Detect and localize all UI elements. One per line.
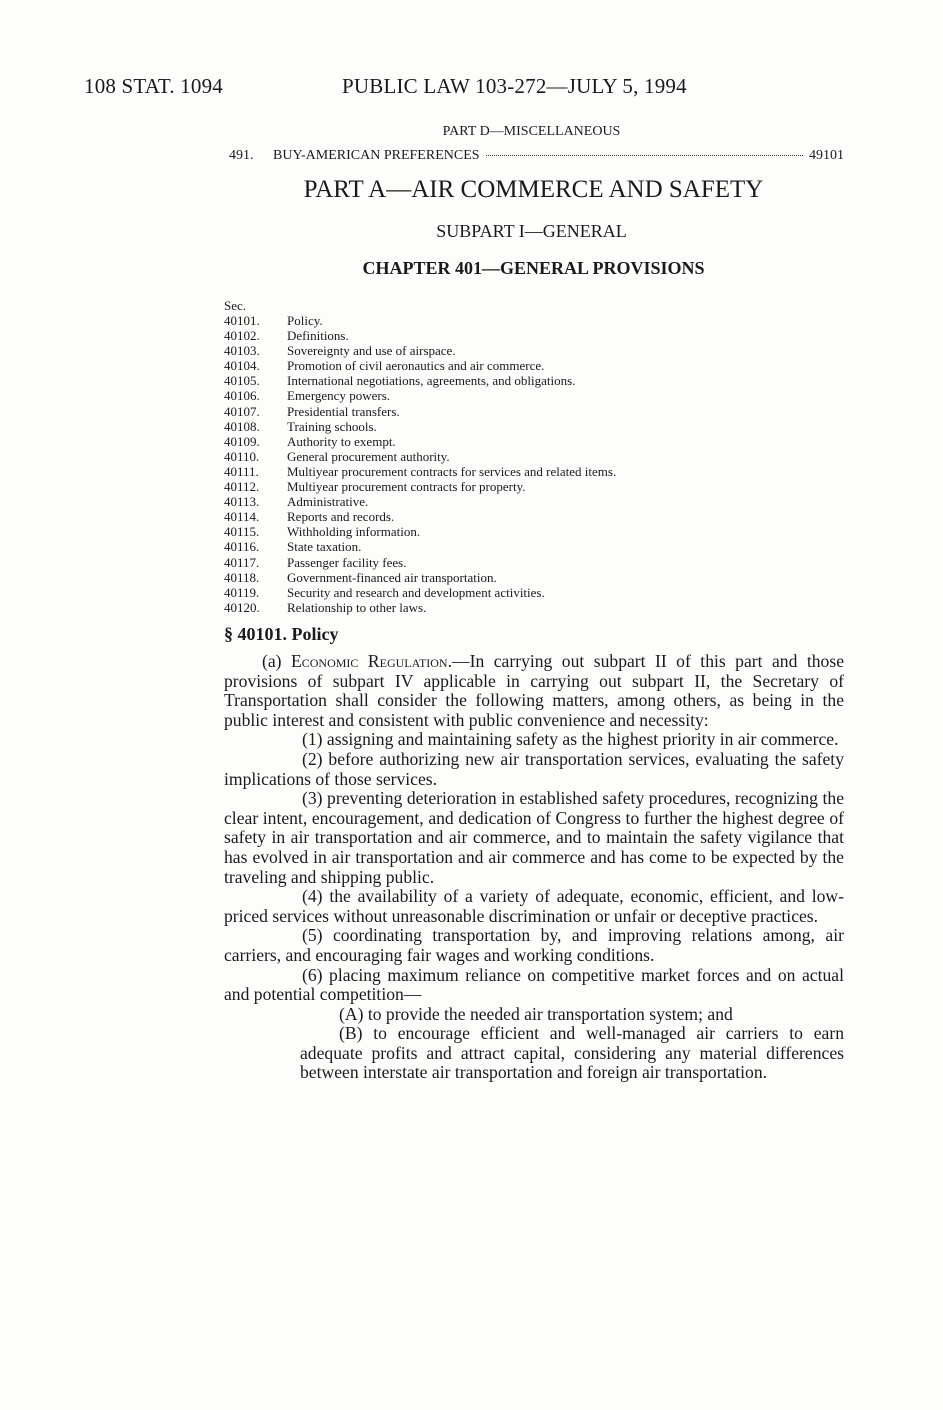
law-title: PUBLIC LAW 103-272—JULY 5, 1994 xyxy=(342,74,687,98)
section-number: 40119. xyxy=(224,584,260,600)
section-list-item xyxy=(224,449,616,464)
section-list xyxy=(224,313,616,615)
chapter-heading: CHAPTER 401—GENERAL PROVISIONS xyxy=(362,258,705,278)
section-title-entry: Relationship to other laws. xyxy=(287,599,427,615)
paragraph-5: (5) coordinating transportation by, and improving relations among, air carriers, and encouraging fair wages and working conditions. xyxy=(224,925,844,965)
paragraph-a-text: —In carrying out subpart II of this part and those provisions of subpart IV applicable in carrying out subpart II, the Secretary of Transportation shall consider the following matters, among others, as being in the public interest and consistent with public convenience and necessity: xyxy=(224,651,845,730)
section-title-entry: Multiyear procurement contracts for property. xyxy=(287,479,526,495)
toc-entry-491 xyxy=(229,148,844,164)
section-title-entry: Presidential transfers. xyxy=(287,403,400,419)
section-list-item xyxy=(224,539,616,554)
sec-column-heading: Sec. xyxy=(224,298,247,313)
toc-entry-page: 49101 xyxy=(809,148,844,163)
paragraph-a-heading: Economic Regulation. xyxy=(291,651,453,671)
section-number: 40104. xyxy=(224,358,260,374)
part-a-heading: PART A—AIR COMMERCE AND SAFETY xyxy=(303,176,764,203)
section-title-entry: Government-financed air transportation. xyxy=(287,569,497,585)
section-number: 40103. xyxy=(224,343,260,359)
section-number: 40114. xyxy=(224,509,260,525)
section-title-entry: Training schools. xyxy=(287,418,377,434)
section-number: 40117. xyxy=(224,554,260,570)
section-list-item xyxy=(224,464,616,479)
section-number: 40108. xyxy=(224,418,260,434)
section-list-item xyxy=(224,358,616,373)
section-list-item xyxy=(224,555,616,570)
section-number: 40102. xyxy=(224,328,260,344)
section-title-entry: State taxation. xyxy=(287,539,362,555)
section-number: 40116. xyxy=(224,539,260,555)
section-number: 40109. xyxy=(224,433,260,449)
section-list-item xyxy=(224,434,616,449)
section-title-entry: Reports and records. xyxy=(287,509,395,525)
section-title-entry: Passenger facility fees. xyxy=(287,554,407,570)
section-list-item xyxy=(224,570,616,585)
section-title-entry: Policy. xyxy=(287,313,323,328)
section-number: 40113. xyxy=(224,494,260,510)
section-number: 40115. xyxy=(224,524,260,540)
paragraph-a-label: (a) xyxy=(262,651,291,671)
dot-leader xyxy=(486,155,803,156)
section-number: 40105. xyxy=(224,373,260,389)
running-header xyxy=(84,74,844,104)
section-list-item xyxy=(224,373,616,388)
section-list-item xyxy=(224,388,616,403)
paragraph-a xyxy=(224,652,844,730)
paragraph-6b: (B) to encourage efficient and well-managed air carriers to earn adequate profits and attract capital, considering any material differences between interstate air transportation and foreign air transportation. xyxy=(300,1023,844,1083)
section-title-entry: Multiyear procurement contracts for services and related items. xyxy=(287,463,617,479)
section-list-item xyxy=(224,509,616,524)
section-list-item xyxy=(224,419,616,434)
section-number: 40118. xyxy=(224,569,260,585)
body-text xyxy=(224,652,844,1083)
section-title-entry: Sovereignty and use of airspace. xyxy=(287,343,456,359)
section-number: 40107. xyxy=(224,403,260,419)
section-list-item xyxy=(224,479,616,494)
section-title-entry: Administrative. xyxy=(287,494,369,510)
section-title-entry: Withholding information. xyxy=(287,524,421,540)
paragraph-4: (4) the availability of a variety of adequate, economic, efficient, and low-priced services without unreasonable discrimination or unfair or deceptive practices. xyxy=(224,886,844,926)
section-number: 40111. xyxy=(224,463,259,479)
section-title: § 40101. Policy xyxy=(224,624,339,644)
section-title-entry: Authority to exempt. xyxy=(287,433,396,449)
section-list-item xyxy=(224,494,616,509)
section-list-item xyxy=(224,524,616,539)
section-list-item xyxy=(224,585,616,600)
section-list-item xyxy=(224,313,616,328)
paragraph-2: (2) before authorizing new air transportation services, evaluating the safety implications of those services. xyxy=(224,748,844,789)
paragraph-6a: (A) to provide the needed air transportation system; and xyxy=(339,1003,733,1024)
subpart-heading: SUBPART I—GENERAL xyxy=(436,221,627,241)
toc-entry-title: BUY-AMERICAN PREFERENCES xyxy=(273,148,480,163)
paragraph-6: (6) placing maximum reliance on competitive market forces and on actual and potential competition— xyxy=(224,964,844,1005)
section-number: 40120. xyxy=(224,599,260,615)
section-list-item xyxy=(224,328,616,343)
section-title-entry: Definitions. xyxy=(287,328,349,344)
section-title-entry: Promotion of civil aeronautics and air commerce. xyxy=(287,358,545,374)
section-list-item xyxy=(224,404,616,419)
section-list-item xyxy=(224,343,616,358)
section-number: 40110. xyxy=(224,448,260,464)
paragraph-1: (1) assigning and maintaining safety as the highest priority in air commerce. xyxy=(302,729,839,750)
section-number: 40112. xyxy=(224,479,260,495)
toc-entry-number: 491. xyxy=(229,148,254,163)
section-title-entry: International negotiations, agreements, and obligations. xyxy=(287,373,576,389)
section-title-entry: Security and research and development activities. xyxy=(287,584,545,600)
section-number: 40106. xyxy=(224,388,260,404)
stat-citation: 108 STAT. 1094 xyxy=(84,74,223,98)
section-title-entry: General procurement authority. xyxy=(287,448,450,464)
section-list-item xyxy=(224,600,616,615)
part-d-heading: PART D—MISCELLANEOUS xyxy=(442,124,621,139)
section-number: 40101. xyxy=(224,313,260,328)
section-title-entry: Emergency powers. xyxy=(287,388,391,404)
paragraph-3: (3) preventing deterioration in established safety procedures, recognizing the clear intent, encouragement, and dedication of Congress to further the highest degree of safety in air transportation and air commerce, and to maintain the safety vigilance that has evolved in air transportation and air commerce and has come to be expected by the traveling and shipping public. xyxy=(224,788,844,887)
